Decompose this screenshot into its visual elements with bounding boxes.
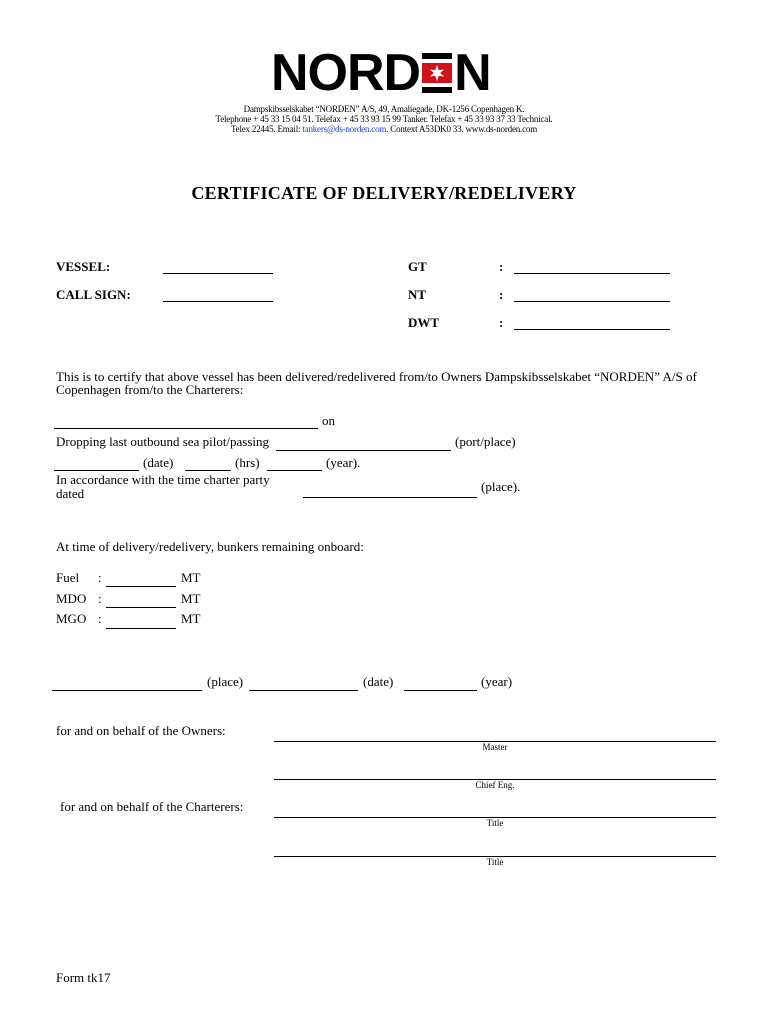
mgo-unit: MT (181, 611, 201, 626)
call-sign-field[interactable] (163, 301, 273, 302)
mdo-unit: MT (181, 591, 201, 606)
vessel-label: VESSEL: (56, 259, 111, 274)
owners-behalf-label: for and on behalf of the Owners: (56, 723, 226, 738)
year-label: (year). (326, 455, 361, 470)
port-place-label: (port/place) (455, 434, 516, 449)
dwt-field[interactable] (514, 329, 670, 330)
mdo-label: MDO (56, 591, 87, 606)
charterers-behalf-label: for and on behalf of the Charterers: (60, 799, 244, 814)
norden-logo (271, 44, 491, 102)
mgo-field[interactable] (106, 628, 176, 629)
date-field[interactable] (54, 470, 139, 471)
call-sign-label: CALL SIGN: (56, 287, 131, 302)
dwt-colon: : (499, 315, 504, 330)
title-caption-2: Title (486, 857, 504, 867)
signing-place-field[interactable] (52, 690, 202, 691)
nt-label: NT (408, 287, 427, 302)
document-title: CERTIFICATE OF DELIVERY/REDELIVERY (191, 183, 577, 203)
signing-date-field[interactable] (249, 690, 358, 691)
place-label: (place). (481, 479, 521, 494)
signing-date-label: (date) (363, 674, 394, 689)
fuel-label: Fuel (56, 570, 80, 585)
form-number: Form tk17 (56, 970, 111, 985)
chief-eng-caption: Chief Eng. (475, 780, 515, 790)
logo-text-left: NORD (271, 44, 421, 102)
fuel-colon: : (98, 570, 102, 585)
email-link[interactable]: tankers@ds-norden.com (302, 124, 387, 134)
master-caption: Master (482, 742, 508, 752)
hrs-field[interactable] (185, 470, 231, 471)
mgo-label: MGO (56, 611, 87, 626)
mdo-field[interactable] (106, 607, 176, 608)
title-caption-1: Title (486, 818, 504, 828)
gt-field[interactable] (514, 273, 670, 274)
signing-place-label: (place) (207, 674, 244, 689)
dated-label: dated (56, 486, 85, 501)
company-phone: Telephone + 45 33 15 04 51. Telefax + 45 33 93 15 99 Tanker. Telefax + 45 33 93 37 33 Technical. (215, 114, 553, 124)
port-place-field[interactable] (276, 450, 451, 451)
certify-text-line2: Copenhagen from/to the Charterers: (56, 382, 244, 397)
year-field[interactable] (267, 470, 322, 471)
hrs-label: (hrs) (235, 455, 260, 470)
signing-year-field[interactable] (404, 690, 477, 691)
dropping-pilot-label: Dropping last outbound sea pilot/passing (56, 434, 270, 449)
bunkers-intro: At time of delivery/redelivery, bunkers remaining onboard: (56, 539, 364, 554)
vessel-field[interactable] (163, 273, 273, 274)
gt-label: GT (408, 259, 427, 274)
mdo-colon: : (98, 591, 102, 606)
fuel-unit: MT (181, 570, 201, 585)
gt-colon: : (499, 259, 504, 274)
certify-text-line1: This is to certify that above vessel has been delivered/redelivered from/to Owners Dampskibsselskabet “NORDEN” A/S of (56, 369, 697, 384)
dwt-label: DWT (408, 315, 440, 330)
signing-year-label: (year) (481, 674, 513, 689)
fuel-field[interactable] (106, 586, 176, 587)
company-contact (0, 124, 768, 134)
on-label: on (322, 413, 335, 428)
nt-colon: : (499, 287, 504, 302)
date-label: (date) (143, 455, 174, 470)
mgo-colon: : (98, 611, 102, 626)
charterers-field[interactable] (54, 428, 318, 429)
contact-suffix: . Context A53DK0 33. www.ds-norden.com (386, 124, 537, 134)
logo-text-right: N (454, 44, 491, 102)
contact-prefix: Telex 22445. Email: (231, 124, 303, 134)
flag-icon (422, 53, 452, 93)
nt-field[interactable] (514, 301, 670, 302)
company-address: Dampskibsselskabet “NORDEN” A/S, 49, Amaliegade, DK-1256 Copenhagen K. (243, 104, 525, 114)
charter-party-label: In accordance with the time charter party (56, 472, 270, 487)
charter-place-field[interactable] (303, 497, 477, 498)
